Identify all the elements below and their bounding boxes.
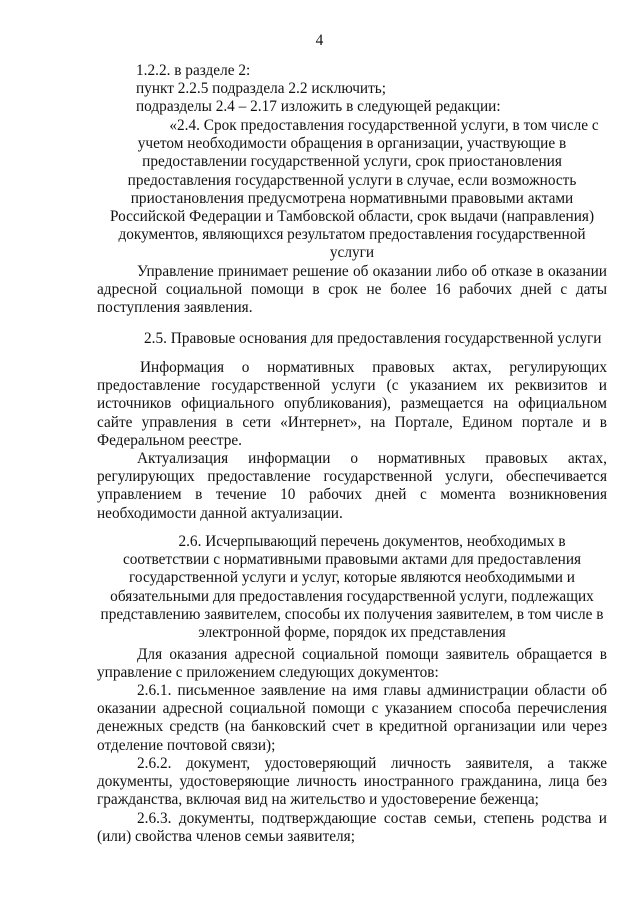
intro-line: подразделы 2.4 – 2.17 изложить в следующей редакции:	[136, 98, 501, 116]
section-heading-2-5: 2.5. Правовые основания для предоставления государственной услуги	[144, 330, 602, 347]
section-heading-2-4: «2.4. Срок предоставления государственной услуги, в том числе с учетом необходимости обращения в организации, участвующие в предоставлении государственной услуги, срок приостановления предоставления государственной услуги в случае, если возможность приостановления предусмотрена нормативными правовыми актами Российской Федерации и Тамбовской области, срок выдачи (направления) документов, являющихся результатом предоставления государственной услуги	[109, 117, 599, 262]
page-number: 4	[315, 32, 324, 49]
paragraph-2-6: Для оказания адресной социальной помощи заявитель обращается в управление с приложением следующих документов:	[97, 646, 607, 682]
paragraph-2-4: Управление принимает решение об оказании либо об отказе в оказании адресной социальной помощи в срок не более 16 рабочих дней с даты поступления заявления.	[97, 263, 607, 317]
intro-line: пункт 2.2.5 подраздела 2.2 исключить;	[136, 80, 387, 98]
list-item-2-6-3: 2.6.3. документы, подтверждающие состав семьи, степень родства и (или) свойства членов семьи заявителя;	[97, 810, 607, 846]
paragraph-2-5-info: Информация о нормативных правовых актах, регулирующих предоставление государственной услуги (с указанием их реквизитов и источников официального опубликования), размещается на официальном сайте управления в сети «Интернет», на Портале, Едином портале и в Федеральном реестре.	[97, 359, 607, 449]
list-item-2-6-1: 2.6.1. письменное заявление на имя главы администрации области об оказании адресной социальной помощи с указанием способа перечисления денежных средств (на банковский счет в кредитной организации или через отделение почтовой связи);	[97, 682, 607, 754]
intro-line: 1.2.2. в разделе 2:	[136, 62, 251, 79]
intro-block	[136, 62, 606, 117]
section-heading-2-6: 2.6. Исчерпывающий перечень документов, необходимых в соответствии с нормативными правовыми актами для предоставления государственной услуги и услуг, которые являются необходимыми и обязательными для предоставления государственной услуги, подлежащих представлению заявителем, способы их получения заявителем, в том числе в электронной форме, порядок их представления	[100, 533, 604, 642]
list-item-2-6-2: 2.6.2. документ, удостоверяющий личность заявителя, а также документы, удостоверяющие личность иностранного гражданина, лица без гражданства, включая вид на жительство и удостоверение беженца;	[97, 755, 607, 809]
paragraph-2-5-update: Актуализация информации о нормативных правовых актах, регулирующих предоставление государственной услуги, обеспечивается управлением в течение 10 рабочих дней с момента возникновения необходимости данной актуализации.	[97, 450, 607, 522]
